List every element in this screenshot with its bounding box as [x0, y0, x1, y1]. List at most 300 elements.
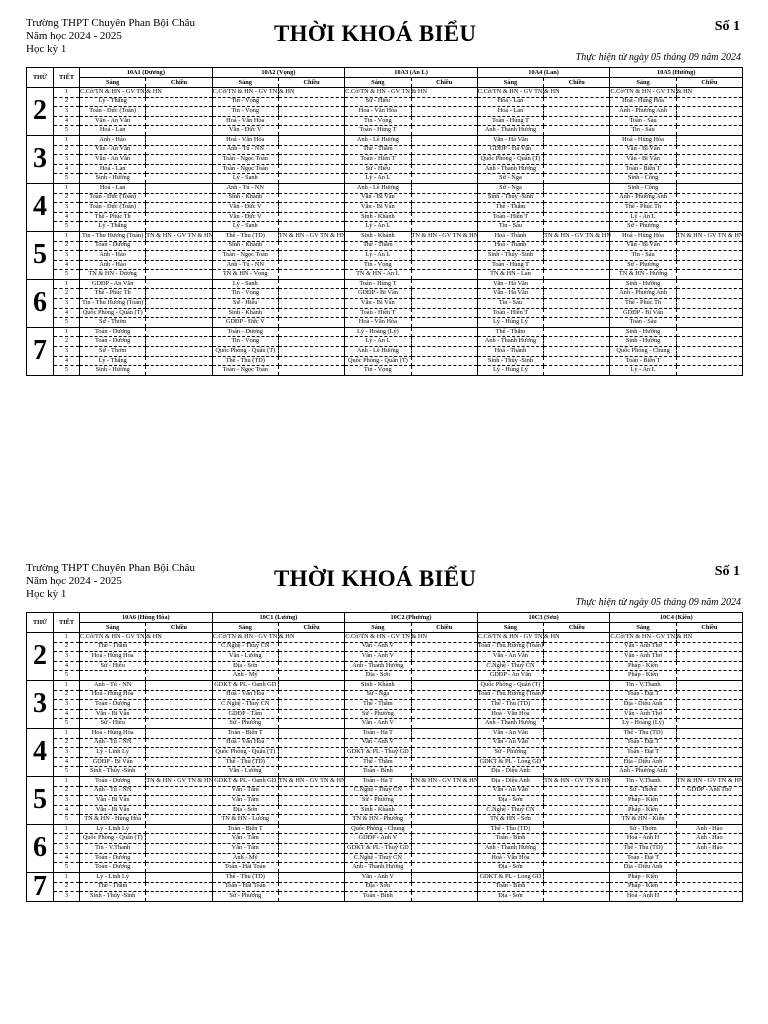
period-row	[27, 709, 743, 719]
afternoon-lesson	[146, 116, 212, 126]
afternoon-lesson	[676, 308, 742, 318]
afternoon-lesson	[146, 241, 212, 251]
afternoon-lesson	[544, 738, 610, 748]
morning-lesson: Sinh - Hường	[80, 366, 146, 376]
period-row	[27, 183, 743, 193]
afternoon-lesson: TN & HN - GV TN & HN	[676, 776, 742, 786]
period-row	[27, 279, 743, 289]
morning-lesson: Hoá - Anh H	[610, 834, 676, 844]
morning-lesson: TN & HN - Dương	[80, 270, 146, 280]
morning-lesson: TN & HN - Hường	[610, 270, 676, 280]
period-row	[27, 308, 743, 318]
afternoon-lesson	[278, 853, 344, 863]
afternoon-lesson	[411, 642, 477, 652]
afternoon-lesson	[278, 767, 344, 777]
morning-lesson: Thể - Thu (TD)	[212, 356, 278, 366]
morning-lesson: Văn - An Văn	[477, 652, 543, 662]
period-number: 1	[54, 88, 80, 98]
afternoon-lesson	[544, 327, 610, 337]
class-header: 10A1 (Dương)	[80, 68, 213, 78]
period-number: 2	[54, 193, 80, 203]
afternoon-lesson	[146, 824, 212, 834]
morning-lesson: Tin - Sáu	[610, 251, 676, 261]
morning-lesson: Anh - Thanh Hương	[345, 863, 411, 873]
morning-lesson: Toán - Đại T	[610, 748, 676, 758]
afternoon-lesson	[544, 155, 610, 165]
afternoon-lesson	[146, 327, 212, 337]
afternoon-header: Chiều	[544, 623, 610, 633]
morning-lesson: Văn - An Văn	[477, 738, 543, 748]
morning-lesson: Tin - V.Thanh	[610, 776, 676, 786]
timetable-page-2	[26, 562, 742, 902]
period-row	[27, 738, 743, 748]
class-header-row	[27, 613, 743, 623]
period-number: 2	[54, 241, 80, 251]
morning-lesson: TN & HN - Lan	[477, 270, 543, 280]
morning-lesson: Văn - An Văn	[477, 728, 543, 738]
period-number: 2	[54, 834, 80, 844]
period-number: 4	[54, 661, 80, 671]
afternoon-lesson	[278, 299, 344, 309]
period-row	[27, 719, 743, 729]
afternoon-lesson	[411, 748, 477, 758]
afternoon-lesson	[278, 155, 344, 165]
morning-lesson: Anh - Phương Anh	[610, 193, 676, 203]
morning-lesson: Hoá - Hùng Hòa	[80, 652, 146, 662]
morning-lesson: Toán - Biên T	[212, 728, 278, 738]
morning-lesson: Tin - Sáu	[610, 126, 676, 136]
afternoon-lesson	[411, 164, 477, 174]
morning-lesson: Hoá - Văn Hòa	[477, 709, 543, 719]
afternoon-lesson	[676, 116, 742, 126]
afternoon-lesson	[146, 728, 212, 738]
afternoon-lesson	[676, 853, 742, 863]
morning-lesson: Văn - Tâm	[212, 786, 278, 796]
morning-lesson: Toán - Sáu	[610, 116, 676, 126]
morning-lesson: Anh - Phương Anh	[610, 289, 676, 299]
afternoon-lesson	[146, 289, 212, 299]
afternoon-lesson	[676, 366, 742, 376]
morning-lesson: GDKT & PL - Thuý GD	[345, 748, 411, 758]
afternoon-lesson	[278, 815, 344, 825]
period-row	[27, 757, 743, 767]
morning-header: Sáng	[610, 78, 676, 88]
day-label: 4	[27, 728, 54, 776]
afternoon-lesson	[544, 289, 610, 299]
afternoon-lesson	[146, 882, 212, 892]
afternoon-lesson	[411, 728, 477, 738]
morning-lesson: GDĐP - Bi Vân	[345, 289, 411, 299]
morning-lesson: Văn - Lương	[212, 652, 278, 662]
morning-lesson: Văn - Bi Vân	[80, 805, 146, 815]
afternoon-lesson	[676, 318, 742, 328]
period-row	[27, 863, 743, 873]
day-label: 6	[27, 279, 54, 327]
morning-lesson: Văn - Bi Vân	[345, 299, 411, 309]
afternoon-lesson	[146, 652, 212, 662]
period-number: 1	[54, 824, 80, 834]
morning-lesson: Anh - Hảo	[80, 251, 146, 261]
morning-lesson: Sử - Phương	[610, 260, 676, 270]
period-row	[27, 872, 743, 882]
afternoon-lesson	[146, 738, 212, 748]
morning-lesson: Toán - Đức (Toán)	[80, 203, 146, 213]
afternoon-lesson	[544, 700, 610, 710]
morning-lesson: TN & HN - Phương	[345, 815, 411, 825]
afternoon-lesson	[411, 844, 477, 854]
morning-lesson: Toán - Dương	[80, 700, 146, 710]
afternoon-lesson	[146, 815, 212, 825]
morning-lesson: Hoá - Văn Hòa	[212, 690, 278, 700]
morning-lesson: Thể - Phúc Th	[80, 212, 146, 222]
morning-lesson: Thể - Thu (TD)	[610, 728, 676, 738]
morning-lesson: Sử - Phương	[212, 892, 278, 902]
morning-lesson: Anh - Lê Hương	[345, 183, 411, 193]
afternoon-lesson	[146, 164, 212, 174]
morning-lesson: Lý - Linh Lý	[80, 748, 146, 758]
afternoon-lesson	[278, 709, 344, 719]
afternoon-lesson	[146, 642, 212, 652]
afternoon-lesson	[278, 135, 344, 145]
afternoon-lesson	[544, 347, 610, 357]
afternoon-lesson	[676, 805, 742, 815]
period-row	[27, 805, 743, 815]
morning-lesson: Toán - Dương	[80, 327, 146, 337]
afternoon-lesson	[411, 863, 477, 873]
class-header: 10C2 (Phương)	[345, 613, 478, 623]
afternoon-lesson	[676, 872, 742, 882]
afternoon-lesson	[278, 203, 344, 213]
afternoon-lesson	[146, 145, 212, 155]
period-number: 3	[54, 748, 80, 758]
afternoon-lesson	[411, 107, 477, 117]
period-number: 5	[54, 174, 80, 184]
afternoon-lesson	[544, 748, 610, 758]
afternoon-lesson	[544, 135, 610, 145]
morning-lesson: Toán - Dương	[80, 863, 146, 873]
morning-lesson: GDKT & PL - Long GD	[477, 757, 543, 767]
morning-lesson: Văn - Bi Vân	[345, 203, 411, 213]
timetable-table	[26, 67, 743, 376]
afternoon-lesson	[411, 318, 477, 328]
morning-lesson: Lý - An L	[610, 366, 676, 376]
afternoon-lesson	[146, 690, 212, 700]
morning-lesson: Lý - Sanh	[212, 279, 278, 289]
afternoon-lesson: TN & HN - GV TN & HN	[278, 776, 344, 786]
afternoon-lesson	[411, 796, 477, 806]
afternoon-lesson	[278, 337, 344, 347]
afternoon-lesson	[544, 279, 610, 289]
period-row	[27, 135, 743, 145]
afternoon-lesson	[676, 796, 742, 806]
morning-lesson: Văn - An Văn	[477, 786, 543, 796]
morning-lesson: Địa - Diệu Anh	[610, 757, 676, 767]
morning-lesson: Pháp - Kiên	[610, 882, 676, 892]
morning-lesson: Tin - Sáu	[477, 299, 543, 309]
period-row	[27, 260, 743, 270]
morning-lesson: Toán - Đức (Toán)	[80, 193, 146, 203]
afternoon-lesson	[278, 844, 344, 854]
class-header: 10C1 (Lương)	[212, 613, 345, 623]
afternoon-lesson: TN & HN - GV TN & HN	[278, 231, 344, 241]
afternoon-lesson	[146, 97, 212, 107]
afternoon-lesson	[411, 183, 477, 193]
effective-date: Thực hiện từ ngày 05 tháng 09 năm 2024	[575, 597, 741, 608]
afternoon-lesson	[278, 671, 344, 681]
morning-lesson: Thể - Thắm	[345, 241, 411, 251]
afternoon-lesson	[544, 767, 610, 777]
afternoon-lesson	[278, 193, 344, 203]
morning-lesson: Văn - Bi Vân	[610, 155, 676, 165]
morning-lesson: Sử - Thơm	[610, 824, 676, 834]
afternoon-lesson	[544, 719, 610, 729]
afternoon-lesson	[411, 757, 477, 767]
afternoon-lesson	[411, 174, 477, 184]
morning-lesson: C.Cờ/TN & HN - GV TN & HN	[477, 88, 543, 98]
period-row	[27, 318, 743, 328]
morning-lesson: Sử - Hiếu	[345, 97, 411, 107]
period-number: 1	[54, 633, 80, 643]
morning-lesson: Tin - Vọng	[345, 366, 411, 376]
afternoon-lesson	[146, 270, 212, 280]
afternoon-header: Chiều	[544, 78, 610, 88]
morning-lesson: Toán - Hùng T	[477, 116, 543, 126]
period-number: 3	[54, 700, 80, 710]
period-row	[27, 748, 743, 758]
morning-lesson: GDKT & PL - Thuý GD	[345, 844, 411, 854]
period-row	[27, 251, 743, 261]
morning-lesson: Lý - An L	[345, 251, 411, 261]
morning-lesson: Quốc Phòng - Quân (T)	[477, 680, 543, 690]
period-row	[27, 107, 743, 117]
afternoon-lesson	[544, 241, 610, 251]
afternoon-lesson	[278, 327, 344, 337]
day-column-header: THỨ	[27, 613, 54, 633]
morning-lesson: Pháp - Kiên	[610, 796, 676, 806]
afternoon-lesson	[544, 107, 610, 117]
afternoon-lesson	[146, 680, 212, 690]
morning-lesson: Tin - Vọng	[212, 97, 278, 107]
morning-lesson: TN & HN - Lương	[212, 815, 278, 825]
page-header	[26, 17, 742, 67]
afternoon-lesson	[278, 863, 344, 873]
session-header-row	[27, 623, 743, 633]
morning-lesson: Sinh - Thúy -Sinh	[80, 892, 146, 902]
afternoon-lesson	[411, 203, 477, 213]
morning-lesson: Toán - Hà T	[345, 776, 411, 786]
afternoon-lesson: TN & HN - GV TN & HN	[146, 231, 212, 241]
afternoon-lesson	[146, 222, 212, 232]
afternoon-lesson	[278, 356, 344, 366]
afternoon-lesson	[544, 164, 610, 174]
class-header: 10A4 (Lan)	[477, 68, 610, 78]
morning-lesson: Lý - Hoàng (Lý)	[610, 719, 676, 729]
morning-lesson: Địa - Sơn	[212, 661, 278, 671]
morning-lesson: Hoá - Thành	[477, 231, 543, 241]
afternoon-lesson	[544, 786, 610, 796]
afternoon-lesson	[544, 728, 610, 738]
morning-lesson: Thể - Thu (TD)	[610, 844, 676, 854]
school-name: Trường THPT Chuyên Phan Bội Châu	[26, 17, 195, 29]
morning-lesson: Sử - Thơm	[80, 318, 146, 328]
afternoon-lesson	[544, 661, 610, 671]
afternoon-lesson	[278, 872, 344, 882]
afternoon-lesson	[676, 652, 742, 662]
morning-lesson: Sử - Phương	[345, 709, 411, 719]
class-header: 10C4 (Kiên)	[610, 613, 743, 623]
morning-lesson: Thể - Thu (TD)	[212, 872, 278, 882]
afternoon-lesson	[146, 892, 212, 902]
afternoon-lesson	[411, 872, 477, 882]
morning-lesson: Sinh - Hường	[610, 279, 676, 289]
morning-lesson: Sinh - Khánh	[345, 212, 411, 222]
afternoon-lesson	[676, 222, 742, 232]
day-column-header: THỨ	[27, 68, 54, 88]
morning-lesson: Văn - Đức V	[212, 212, 278, 222]
day-label: 3	[27, 135, 54, 183]
afternoon-lesson	[278, 145, 344, 155]
afternoon-lesson	[411, 882, 477, 892]
morning-lesson: Địa - Sơn	[212, 805, 278, 815]
afternoon-lesson: TN & HN - GV TN & HN	[544, 776, 610, 786]
afternoon-header: Chiều	[411, 78, 477, 88]
afternoon-lesson	[676, 270, 742, 280]
morning-lesson: Địa - Sơn	[345, 882, 411, 892]
afternoon-lesson	[676, 212, 742, 222]
period-number: 5	[54, 767, 80, 777]
period-row	[27, 796, 743, 806]
morning-lesson: Toán - Biên T	[212, 824, 278, 834]
morning-lesson: Văn - Lương	[212, 767, 278, 777]
period-row	[27, 155, 743, 165]
afternoon-lesson	[544, 863, 610, 873]
afternoon-lesson	[676, 728, 742, 738]
afternoon-lesson	[411, 279, 477, 289]
day-label: 5	[27, 776, 54, 824]
afternoon-lesson	[278, 251, 344, 261]
afternoon-lesson	[146, 796, 212, 806]
afternoon-lesson	[676, 748, 742, 758]
afternoon-lesson	[146, 356, 212, 366]
afternoon-lesson	[146, 661, 212, 671]
morning-lesson: Địa - Diệu Anh	[610, 700, 676, 710]
morning-lesson: Anh - Thanh Hương	[345, 661, 411, 671]
period-number: 2	[54, 289, 80, 299]
afternoon-lesson	[676, 260, 742, 270]
afternoon-lesson	[544, 183, 610, 193]
morning-lesson: C.Nghệ - Thuý CN	[345, 853, 411, 863]
afternoon-lesson	[544, 690, 610, 700]
period-row	[27, 126, 743, 136]
afternoon-lesson	[676, 767, 742, 777]
morning-lesson: Toán - Ngọc Toán	[212, 251, 278, 261]
period-row	[27, 356, 743, 366]
morning-lesson: Văn - Anh V	[345, 642, 411, 652]
afternoon-lesson	[411, 690, 477, 700]
morning-lesson: Hoá - Lan	[80, 164, 146, 174]
afternoon-lesson	[544, 853, 610, 863]
morning-lesson: Văn - Bi Vân	[610, 145, 676, 155]
period-row	[27, 690, 743, 700]
morning-lesson: Toán - Thu Hương (Toán)	[477, 690, 543, 700]
period-number: 2	[54, 690, 80, 700]
period-number: 3	[54, 347, 80, 357]
afternoon-header: Chiều	[676, 623, 742, 633]
period-row	[27, 853, 743, 863]
morning-lesson: Hoá - Văn Hòa	[212, 135, 278, 145]
day-label: 7	[27, 872, 54, 901]
morning-lesson: Lý - Sanh	[212, 222, 278, 232]
afternoon-lesson	[411, 671, 477, 681]
afternoon-lesson	[278, 757, 344, 767]
afternoon-lesson	[676, 327, 742, 337]
afternoon-lesson	[146, 126, 212, 136]
day-label: 5	[27, 231, 54, 279]
morning-lesson: Anh - Mỹ	[212, 671, 278, 681]
morning-lesson: Lý - Thắng	[80, 356, 146, 366]
afternoon-lesson	[278, 116, 344, 126]
school-year: Năm học 2024 - 2025	[26, 575, 122, 587]
afternoon-lesson	[146, 155, 212, 165]
morning-lesson: Sinh - Thúy -Sinh	[477, 356, 543, 366]
morning-lesson: Văn - Hà Văn	[477, 135, 543, 145]
afternoon-lesson	[544, 126, 610, 136]
afternoon-lesson	[411, 337, 477, 347]
afternoon-lesson	[278, 824, 344, 834]
afternoon-lesson	[278, 260, 344, 270]
morning-lesson: TN & HN - Kiên	[610, 815, 676, 825]
afternoon-lesson	[146, 748, 212, 758]
morning-lesson: Toán - Đại T	[610, 738, 676, 748]
afternoon-lesson	[411, 260, 477, 270]
afternoon-lesson	[544, 892, 610, 902]
period-row	[27, 174, 743, 184]
morning-lesson: Địa - Sơn	[477, 892, 543, 902]
afternoon-lesson	[146, 700, 212, 710]
afternoon-lesson	[278, 164, 344, 174]
period-number: 1	[54, 728, 80, 738]
period-number: 2	[54, 337, 80, 347]
period-row	[27, 844, 743, 854]
morning-lesson: Địa - Diệu Anh	[610, 863, 676, 873]
morning-lesson: Sinh - Thúy -Sinh	[477, 251, 543, 261]
period-number: 5	[54, 222, 80, 232]
morning-lesson: TN & HN - Vọng	[212, 270, 278, 280]
morning-lesson: Toán - Hiền T	[477, 212, 543, 222]
period-row	[27, 270, 743, 280]
morning-lesson: Tin - Vọng	[345, 260, 411, 270]
morning-lesson: Quốc Phòng - Quân (T)	[212, 347, 278, 357]
morning-lesson: Lý - An L	[345, 222, 411, 232]
period-row	[27, 834, 743, 844]
morning-lesson: GDĐP - Đức V	[212, 318, 278, 328]
morning-lesson: Hoá - Hùng Hòa	[610, 231, 676, 241]
afternoon-lesson	[278, 222, 344, 232]
school-term: Học kỳ 1	[26, 588, 67, 600]
afternoon-lesson	[544, 834, 610, 844]
period-number: 5	[54, 126, 80, 136]
morning-header: Sáng	[610, 623, 676, 633]
period-number: 2	[54, 145, 80, 155]
afternoon-lesson	[676, 757, 742, 767]
morning-lesson: GDĐP - An Văn	[80, 279, 146, 289]
morning-lesson: Toán - Dương	[80, 776, 146, 786]
period-number: 3	[54, 203, 80, 213]
morning-lesson: Toán - Biên T	[610, 356, 676, 366]
morning-lesson: Tin - Vọng	[212, 107, 278, 117]
morning-lesson: TN & HN - An L	[345, 270, 411, 280]
morning-lesson: GDĐP - Anh V	[345, 834, 411, 844]
